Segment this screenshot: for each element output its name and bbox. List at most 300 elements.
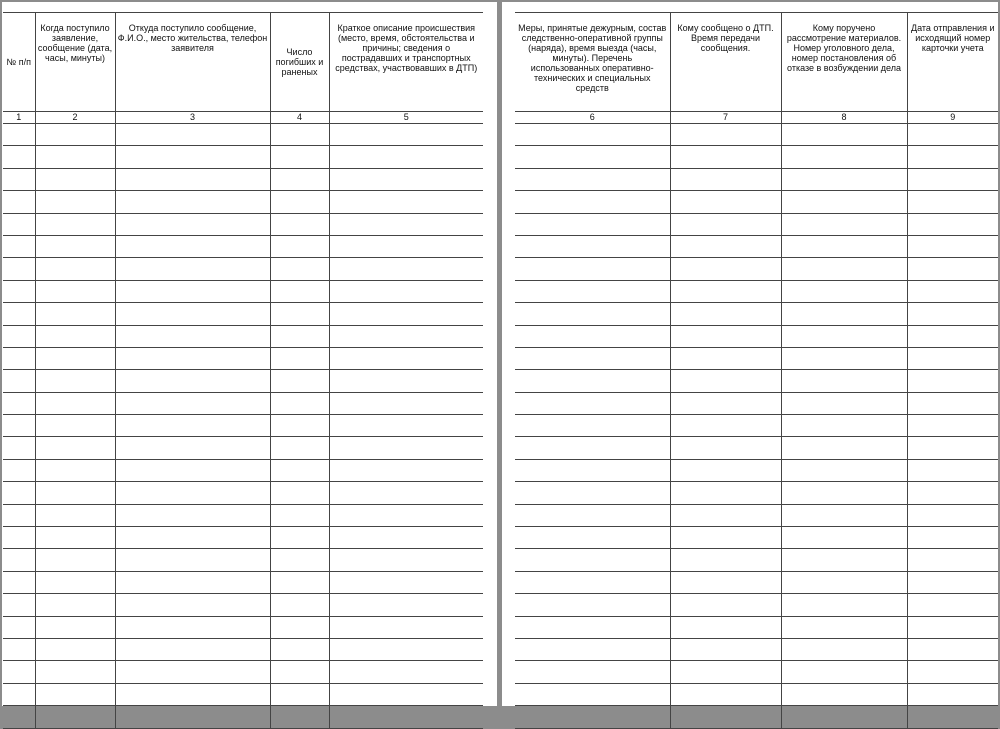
table-row: [3, 325, 483, 347]
table-cell: [115, 168, 270, 190]
table-cell: [35, 235, 115, 257]
table-cell: [907, 482, 998, 504]
table-cell: [270, 661, 329, 683]
column-number: 2: [35, 112, 115, 124]
table-cell: [3, 459, 35, 481]
table-cell: [781, 258, 907, 280]
table-cell: [515, 146, 670, 168]
table-cell: [35, 258, 115, 280]
table-cell: [781, 280, 907, 302]
table-cell: [781, 437, 907, 459]
table-cell: [329, 213, 483, 235]
table-cell: [781, 213, 907, 235]
table-cell: [35, 638, 115, 660]
table-cell: [115, 124, 270, 146]
table-row: [515, 347, 998, 369]
table-cell: [35, 415, 115, 437]
table-cell: [270, 415, 329, 437]
table-cell: [270, 683, 329, 705]
table-cell: [3, 168, 35, 190]
table-cell: [907, 258, 998, 280]
table-cell: [781, 347, 907, 369]
table-cell: [270, 504, 329, 526]
table-row: [515, 437, 998, 459]
table-cell: [329, 124, 483, 146]
table-row: [3, 191, 483, 213]
table-cell: [115, 527, 270, 549]
table-cell: [270, 280, 329, 302]
table-cell: [781, 459, 907, 481]
header-number: № п/п: [3, 13, 35, 112]
table-row: [515, 325, 998, 347]
table-row: [3, 415, 483, 437]
table-cell: [115, 683, 270, 705]
column-number: 8: [781, 112, 907, 124]
table-cell: [670, 392, 781, 414]
table-cell: [781, 325, 907, 347]
column-number-row: [515, 112, 998, 124]
table-cell: [907, 594, 998, 616]
column-number-row: [3, 112, 483, 124]
table-row: [3, 370, 483, 392]
column-number: 6: [515, 112, 670, 124]
table-cell: [3, 370, 35, 392]
table-cell: [3, 415, 35, 437]
table-cell: [115, 280, 270, 302]
header-measures: Меры, принятые дежурным, состав следственно-оперативной группы (наряда), время выезда (часы, минуты). Перечень использованных оперативно-технических и специальных средств: [515, 13, 670, 112]
table-cell: [670, 325, 781, 347]
table-cell: [35, 549, 115, 571]
table-cell: [907, 638, 998, 660]
table-row: [515, 235, 998, 257]
table-cell: [329, 258, 483, 280]
header-notified: Кому сообщено о ДТП. Время передачи сообщения.: [670, 13, 781, 112]
table-cell: [35, 616, 115, 638]
table-row: [3, 549, 483, 571]
table-row: [515, 661, 998, 683]
column-number: 1: [3, 112, 35, 124]
table-cell: [35, 191, 115, 213]
table-cell: [35, 482, 115, 504]
table-cell: [781, 303, 907, 325]
table-cell: [3, 280, 35, 302]
table-cell: [329, 303, 483, 325]
table-cell: [115, 594, 270, 616]
table-cell: [3, 706, 35, 728]
table-cell: [907, 191, 998, 213]
right-page: [502, 2, 998, 706]
table-row: [515, 168, 998, 190]
table-cell: [35, 325, 115, 347]
table-row: [3, 706, 483, 728]
table-cell: [115, 213, 270, 235]
table-cell: [515, 415, 670, 437]
table-cell: [3, 392, 35, 414]
table-cell: [3, 235, 35, 257]
table-row: [3, 661, 483, 683]
header-description: Краткое описание происшествия (место, время, обстоятельства и причины; сведения о пострадавших и транспортных средствах, участвовавших в ДТП): [329, 13, 483, 112]
ledger-table-left: [3, 12, 483, 729]
table-cell: [907, 280, 998, 302]
table-cell: [670, 616, 781, 638]
table-cell: [329, 706, 483, 728]
table-cell: [3, 482, 35, 504]
table-cell: [35, 370, 115, 392]
table-cell: [270, 706, 329, 728]
table-cell: [115, 347, 270, 369]
table-cell: [907, 347, 998, 369]
table-cell: [781, 638, 907, 660]
table-cell: [270, 124, 329, 146]
table-cell: [329, 482, 483, 504]
table-cell: [515, 258, 670, 280]
table-cell: [270, 258, 329, 280]
header-dispatch: Дата отправления и исходящий номер карточки учета: [907, 13, 998, 112]
table-row: [3, 347, 483, 369]
table-cell: [115, 325, 270, 347]
table-cell: [329, 504, 483, 526]
table-row: [515, 571, 998, 593]
table-cell: [907, 213, 998, 235]
table-cell: [3, 325, 35, 347]
table-cell: [670, 191, 781, 213]
table-cell: [515, 638, 670, 660]
table-cell: [35, 303, 115, 325]
table-cell: [329, 191, 483, 213]
table-cell: [3, 146, 35, 168]
table-cell: [270, 638, 329, 660]
table-cell: [35, 459, 115, 481]
table-cell: [907, 415, 998, 437]
table-row: [515, 280, 998, 302]
table-cell: [670, 258, 781, 280]
table-cell: [515, 392, 670, 414]
table-cell: [670, 124, 781, 146]
table-cell: [115, 504, 270, 526]
table-cell: [907, 325, 998, 347]
table-cell: [670, 504, 781, 526]
table-cell: [270, 146, 329, 168]
header-source: Откуда поступило сообщение, Ф.И.О., место жительства, телефон заявителя: [115, 13, 270, 112]
table-row: [515, 504, 998, 526]
table-row: [515, 616, 998, 638]
table-cell: [781, 527, 907, 549]
table-row: [3, 146, 483, 168]
table-cell: [115, 549, 270, 571]
table-cell: [515, 616, 670, 638]
table-cell: [515, 594, 670, 616]
table-cell: [3, 616, 35, 638]
table-cell: [781, 146, 907, 168]
table-cell: [781, 124, 907, 146]
table-cell: [907, 146, 998, 168]
table-cell: [515, 504, 670, 526]
table-cell: [907, 683, 998, 705]
table-cell: [329, 616, 483, 638]
table-cell: [515, 370, 670, 392]
table-cell: [515, 325, 670, 347]
table-cell: [515, 549, 670, 571]
table-cell: [329, 571, 483, 593]
table-cell: [35, 594, 115, 616]
header-row: [3, 13, 483, 112]
table-cell: [670, 661, 781, 683]
table-cell: [115, 235, 270, 257]
table-row: [3, 168, 483, 190]
table-cell: [907, 527, 998, 549]
table-cell: [781, 370, 907, 392]
table-row: [3, 638, 483, 660]
table-cell: [115, 191, 270, 213]
table-cell: [115, 415, 270, 437]
table-row: [3, 616, 483, 638]
table-cell: [270, 392, 329, 414]
table-cell: [35, 706, 115, 728]
table-cell: [907, 661, 998, 683]
table-cell: [670, 415, 781, 437]
table-cell: [781, 594, 907, 616]
table-row: [3, 504, 483, 526]
table-cell: [329, 527, 483, 549]
table-cell: [3, 303, 35, 325]
table-cell: [115, 258, 270, 280]
table-cell: [907, 504, 998, 526]
table-cell: [115, 459, 270, 481]
table-row: [515, 213, 998, 235]
table-cell: [329, 437, 483, 459]
table-cell: [270, 549, 329, 571]
table-cell: [670, 706, 781, 728]
table-row: [515, 124, 998, 146]
table-cell: [329, 415, 483, 437]
table-cell: [515, 124, 670, 146]
table-row: [515, 191, 998, 213]
table-cell: [115, 661, 270, 683]
table-cell: [515, 706, 670, 728]
table-cell: [670, 482, 781, 504]
table-cell: [270, 235, 329, 257]
table-cell: [35, 661, 115, 683]
table-cell: [907, 459, 998, 481]
table-cell: [35, 527, 115, 549]
table-cell: [670, 280, 781, 302]
table-row: [3, 280, 483, 302]
table-cell: [670, 370, 781, 392]
column-number: 7: [670, 112, 781, 124]
table-cell: [781, 392, 907, 414]
table-cell: [3, 258, 35, 280]
table-row: [3, 124, 483, 146]
table-cell: [670, 437, 781, 459]
table-cell: [781, 661, 907, 683]
table-cell: [35, 124, 115, 146]
table-cell: [781, 168, 907, 190]
table-cell: [329, 661, 483, 683]
table-cell: [515, 347, 670, 369]
table-row: [515, 638, 998, 660]
table-row: [3, 594, 483, 616]
column-number: 9: [907, 112, 998, 124]
table-cell: [329, 459, 483, 481]
table-cell: [907, 235, 998, 257]
table-cell: [270, 594, 329, 616]
table-row: [515, 303, 998, 325]
table-cell: [270, 347, 329, 369]
table-cell: [3, 191, 35, 213]
table-cell: [670, 683, 781, 705]
table-cell: [35, 347, 115, 369]
table-cell: [3, 638, 35, 660]
table-cell: [670, 594, 781, 616]
table-cell: [3, 347, 35, 369]
table-cell: [3, 571, 35, 593]
table-cell: [781, 683, 907, 705]
column-number: 3: [115, 112, 270, 124]
table-cell: [3, 213, 35, 235]
table-row: [515, 415, 998, 437]
table-cell: [670, 146, 781, 168]
left-page: [2, 2, 497, 706]
table-cell: [115, 146, 270, 168]
table-cell: [670, 571, 781, 593]
table-row: [3, 392, 483, 414]
table-cell: [270, 482, 329, 504]
table-cell: [270, 616, 329, 638]
table-cell: [3, 661, 35, 683]
table-cell: [670, 459, 781, 481]
table-cell: [515, 527, 670, 549]
table-cell: [329, 683, 483, 705]
table-cell: [35, 146, 115, 168]
table-cell: [515, 168, 670, 190]
table-cell: [515, 661, 670, 683]
ledger-body-right: [515, 124, 998, 729]
table-cell: [781, 191, 907, 213]
table-cell: [329, 392, 483, 414]
table-cell: [115, 571, 270, 593]
table-cell: [115, 482, 270, 504]
table-cell: [515, 459, 670, 481]
table-cell: [670, 213, 781, 235]
table-cell: [781, 504, 907, 526]
table-cell: [907, 549, 998, 571]
header-casualties: Число погибших и раненых: [270, 13, 329, 112]
table-cell: [270, 370, 329, 392]
table-cell: [907, 168, 998, 190]
table-cell: [515, 213, 670, 235]
table-cell: [115, 616, 270, 638]
table-cell: [907, 303, 998, 325]
table-cell: [781, 549, 907, 571]
table-row: [515, 370, 998, 392]
table-row: [515, 258, 998, 280]
table-cell: [329, 235, 483, 257]
table-row: [515, 482, 998, 504]
ledger-body-left: [3, 124, 483, 729]
table-cell: [781, 415, 907, 437]
ledger-table-right: [515, 12, 998, 729]
table-cell: [35, 504, 115, 526]
table-cell: [515, 235, 670, 257]
table-cell: [515, 303, 670, 325]
table-cell: [270, 571, 329, 593]
table-cell: [670, 527, 781, 549]
table-cell: [270, 325, 329, 347]
table-cell: [270, 527, 329, 549]
table-cell: [35, 437, 115, 459]
table-cell: [781, 235, 907, 257]
table-cell: [35, 280, 115, 302]
table-cell: [907, 571, 998, 593]
header-assigned: Кому поручено рассмотрение материалов. Номер уголовного дела, номер постановления об отказе в возбуждении дела: [781, 13, 907, 112]
table-cell: [3, 594, 35, 616]
table-cell: [35, 683, 115, 705]
table-cell: [329, 638, 483, 660]
table-cell: [115, 437, 270, 459]
table-cell: [907, 370, 998, 392]
table-cell: [907, 616, 998, 638]
table-row: [515, 459, 998, 481]
table-cell: [115, 303, 270, 325]
table-cell: [515, 571, 670, 593]
table-row: [3, 258, 483, 280]
table-cell: [515, 482, 670, 504]
table-cell: [515, 437, 670, 459]
table-cell: [3, 527, 35, 549]
table-row: [3, 213, 483, 235]
table-cell: [907, 437, 998, 459]
table-row: [515, 706, 998, 728]
table-cell: [270, 437, 329, 459]
table-cell: [907, 392, 998, 414]
table-cell: [270, 303, 329, 325]
table-cell: [115, 706, 270, 728]
table-cell: [515, 683, 670, 705]
table-cell: [781, 616, 907, 638]
column-number: 4: [270, 112, 329, 124]
table-cell: [35, 168, 115, 190]
table-cell: [329, 325, 483, 347]
table-cell: [670, 235, 781, 257]
table-cell: [670, 347, 781, 369]
table-cell: [670, 168, 781, 190]
table-row: [3, 683, 483, 705]
table-row: [3, 527, 483, 549]
table-cell: [670, 303, 781, 325]
header-received-time: Когда поступило заявление, сообщение (дата, часы, минуты): [35, 13, 115, 112]
table-row: [515, 683, 998, 705]
table-row: [515, 392, 998, 414]
table-cell: [3, 683, 35, 705]
table-row: [515, 527, 998, 549]
table-row: [3, 303, 483, 325]
table-row: [3, 459, 483, 481]
table-cell: [270, 168, 329, 190]
table-row: [515, 594, 998, 616]
table-row: [515, 146, 998, 168]
table-cell: [515, 191, 670, 213]
table-cell: [270, 191, 329, 213]
table-cell: [3, 549, 35, 571]
table-cell: [270, 213, 329, 235]
table-cell: [781, 706, 907, 728]
table-row: [515, 549, 998, 571]
table-row: [3, 235, 483, 257]
table-cell: [35, 392, 115, 414]
table-cell: [115, 370, 270, 392]
table-cell: [35, 571, 115, 593]
table-cell: [907, 706, 998, 728]
